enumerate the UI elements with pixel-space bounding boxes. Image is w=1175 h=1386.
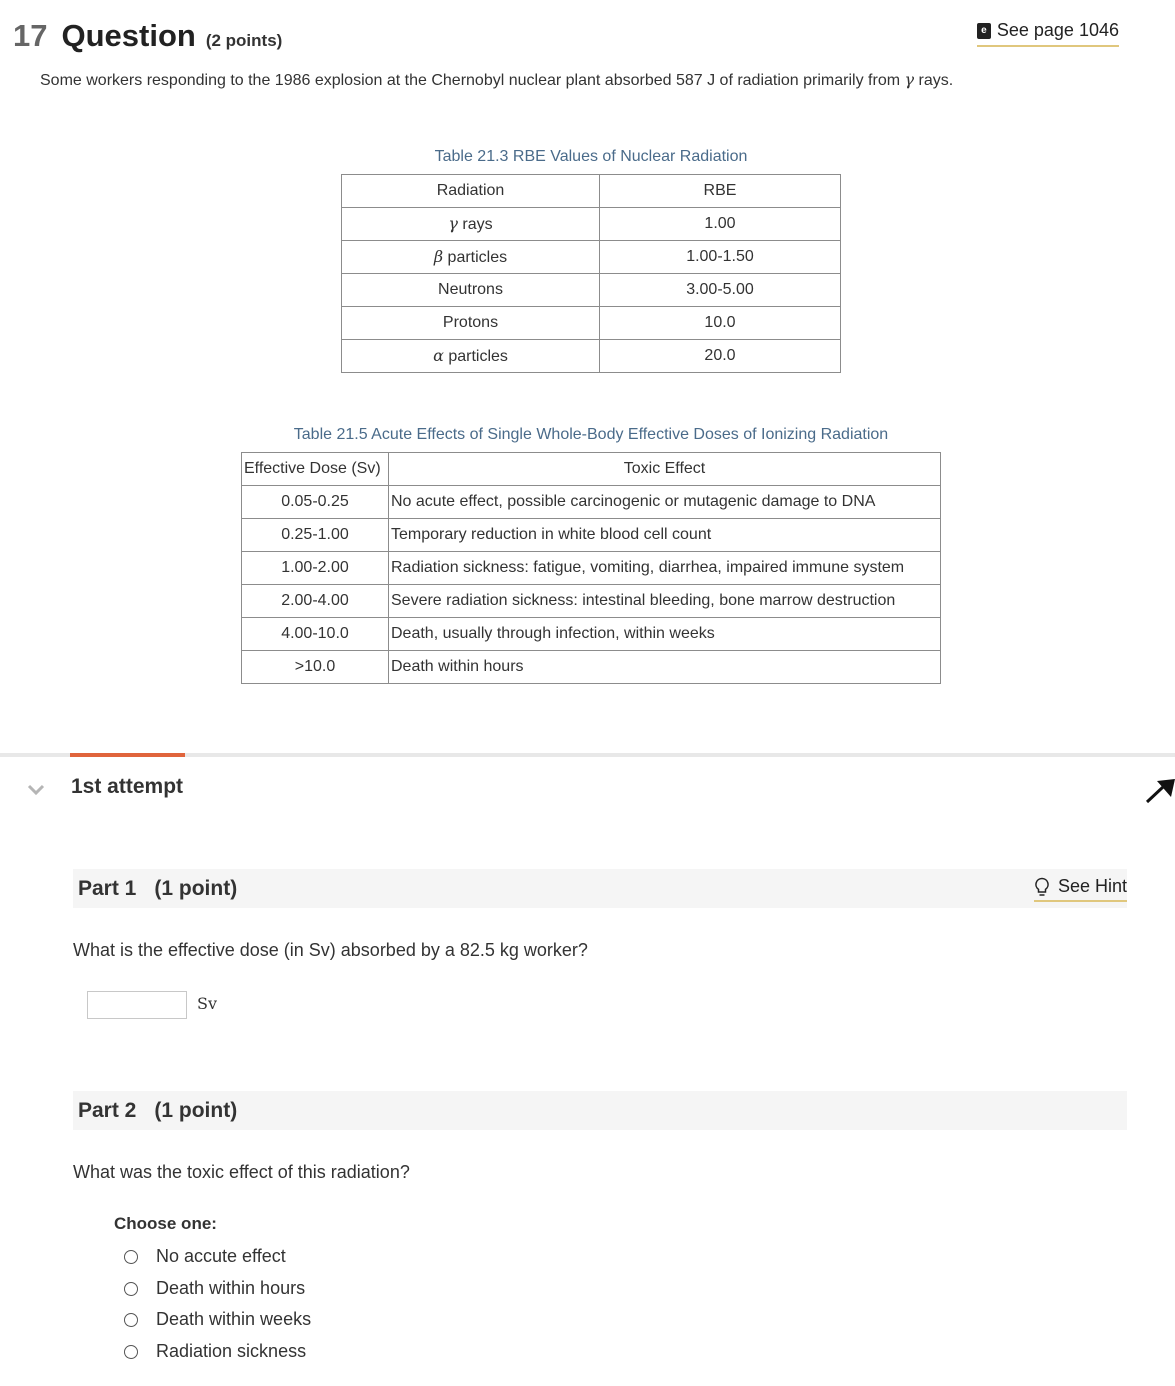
see-page-link[interactable] <box>977 20 1119 47</box>
dose-cell: 4.00-10.0 <box>242 618 389 651</box>
option-label: Death within weeks <box>156 1309 312 1329</box>
see-hint-label: See Hint <box>1057 876 1127 896</box>
table-row <box>242 552 941 585</box>
option-label: Death within hours <box>156 1278 306 1298</box>
option-death-within-hours[interactable] <box>124 1278 305 1299</box>
part2-points: (1 point) <box>154 1098 238 1122</box>
part2-header <box>73 1091 1127 1130</box>
option-radiation-sickness[interactable] <box>124 1341 306 1362</box>
question-number: 17 <box>13 18 48 53</box>
radiation-cell <box>342 274 600 307</box>
radiation-cell <box>342 307 600 340</box>
rbe-cell: 1.00 <box>600 208 841 241</box>
radiation-name: rays <box>457 216 493 233</box>
table-row <box>242 651 941 684</box>
radio-button[interactable] <box>124 1282 138 1296</box>
table-row <box>242 486 941 519</box>
effect-cell: Temporary reduction in white blood cell count <box>389 519 941 552</box>
attempt-divider-accent <box>70 753 185 757</box>
question-header <box>13 18 282 54</box>
table-row <box>342 340 841 373</box>
radio-button[interactable] <box>124 1345 138 1359</box>
table-header-row <box>342 175 841 208</box>
chevron-down-icon[interactable] <box>27 782 45 796</box>
greek-symbol: β <box>433 247 444 266</box>
effect-cell: Severe radiation sickness: intestinal bleeding, bone marrow destruction <box>389 585 941 618</box>
table-row <box>242 618 941 651</box>
effects-table <box>241 452 941 684</box>
greek-symbol: α <box>433 346 444 365</box>
table-row <box>242 519 941 552</box>
ebook-icon: e <box>977 23 991 39</box>
dose-cell: 0.05-0.25 <box>242 486 389 519</box>
radiation-cell <box>342 340 600 373</box>
greek-symbol: γ <box>448 214 458 233</box>
question-stem: Some workers responding to the 1986 explosion at the Chernobyl nuclear plant absorbed 587 J of radiation primarily from γ rays. <box>40 70 954 89</box>
option-no-acute-effect[interactable] <box>124 1246 286 1267</box>
rbe-cell: 10.0 <box>600 307 841 340</box>
option-death-within-weeks[interactable] <box>124 1309 311 1330</box>
dose-cell: 2.00-4.00 <box>242 585 389 618</box>
option-label: No accute effect <box>156 1246 286 1266</box>
radiation-name: Protons <box>442 314 499 331</box>
rbe-cell: 1.00-1.50 <box>600 241 841 274</box>
radiation-name: particles <box>443 249 508 266</box>
gamma-symbol: γ <box>904 70 915 89</box>
effect-cell: No acute effect, possible carcinogenic or mutagenic damage to DNA <box>389 486 941 519</box>
header-radiation: Radiation <box>342 175 600 208</box>
effect-cell: Radiation sickness: fatigue, vomiting, diarrhea, impaired immune system <box>389 552 941 585</box>
see-hint-link[interactable] <box>1034 876 1127 902</box>
dose-cell: 1.00-2.00 <box>242 552 389 585</box>
part1-points: (1 point) <box>154 876 238 900</box>
effect-cell: Death, usually through infection, within weeks <box>389 618 941 651</box>
radio-button[interactable] <box>124 1313 138 1327</box>
effective-dose-input[interactable] <box>87 991 187 1019</box>
part1-prompt: What is the effective dose (in Sv) absorbed by a 82.5 kg worker? <box>73 940 588 960</box>
table1-caption: Table 21.3 RBE Values of Nuclear Radiation <box>434 148 748 165</box>
part2-prompt: What was the toxic effect of this radiation? <box>73 1162 410 1182</box>
part2-title: Part 2 <box>78 1098 137 1122</box>
table2-caption: Table 21.5 Acute Effects of Single Whole-Body Effective Doses of Ionizing Radiation <box>293 426 889 443</box>
pin-icon[interactable] <box>1145 775 1175 805</box>
radio-button[interactable] <box>124 1250 138 1264</box>
table-row <box>342 274 841 307</box>
effect-cell: Death within hours <box>389 651 941 684</box>
part1-title: Part 1 <box>78 876 137 900</box>
header-dose: Effective Dose (Sv) <box>242 453 389 486</box>
table-header-row <box>242 453 941 486</box>
see-page-label: See page 1046 <box>996 20 1119 40</box>
attempt-label: 1st attempt <box>71 775 184 798</box>
question-points: (2 points) <box>205 31 283 50</box>
table-row <box>342 307 841 340</box>
dose-cell: >10.0 <box>242 651 389 684</box>
dose-cell: 0.25-1.00 <box>242 519 389 552</box>
table-row <box>342 241 841 274</box>
radiation-name: particles <box>443 348 508 365</box>
table-row <box>242 585 941 618</box>
header-effect: Toxic Effect <box>389 453 941 486</box>
radiation-name: Neutrons <box>438 281 503 298</box>
table-row <box>342 208 841 241</box>
radiation-cell <box>342 241 600 274</box>
rbe-cell: 20.0 <box>600 340 841 373</box>
option-label: Radiation sickness <box>156 1341 307 1361</box>
rbe-cell: 3.00-5.00 <box>600 274 841 307</box>
lightbulb-icon <box>1034 877 1050 897</box>
unit-label: Sv <box>197 994 217 1013</box>
header-rbe: RBE <box>600 175 841 208</box>
choose-one-label: Choose one: <box>114 1214 217 1233</box>
part1-header <box>73 869 1127 908</box>
question-label: Question <box>61 18 196 53</box>
rbe-table <box>341 174 841 373</box>
radiation-cell <box>342 208 600 241</box>
